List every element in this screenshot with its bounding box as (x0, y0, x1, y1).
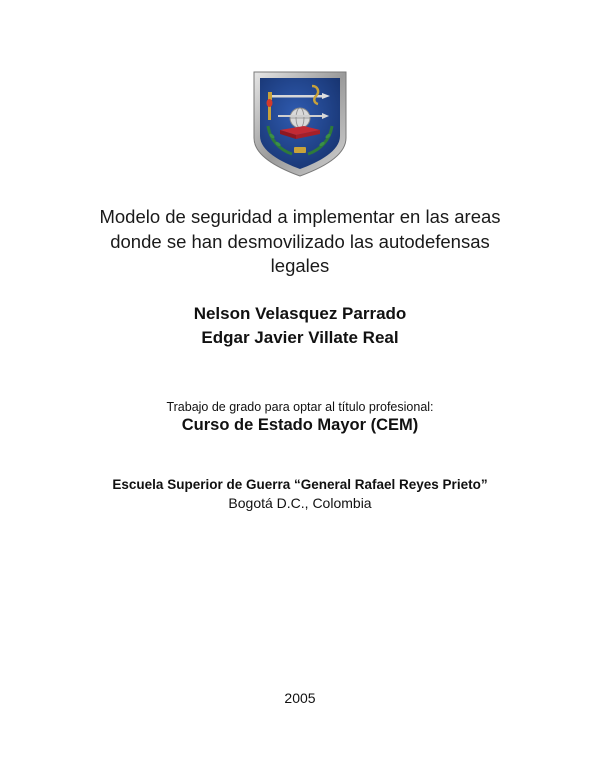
degree-intro: Trabajo de grado para optar al título profesional: (166, 400, 434, 414)
title-line: donde se han desmovilizado las autodefensas (110, 230, 490, 252)
document-title (0, 205, 600, 279)
authors (0, 302, 600, 350)
title-line: Modelo de seguridad a implementar en las areas (99, 206, 501, 227)
degree-title: Curso de Estado Mayor (CEM) (181, 416, 419, 434)
title-line: legales (270, 255, 330, 276)
crest-graphic (252, 70, 348, 178)
institution-location: Bogotá D.C., Colombia (228, 495, 372, 511)
author-name: Edgar Javier Villate Real (201, 328, 399, 347)
author-name: Nelson Velasquez Parrado (193, 304, 407, 323)
publication-year: 2005 (284, 690, 316, 706)
military-school-crest-icon (252, 70, 348, 178)
institution-name: Escuela Superior de Guerra “General Rafael Reyes Prieto” (112, 477, 488, 492)
